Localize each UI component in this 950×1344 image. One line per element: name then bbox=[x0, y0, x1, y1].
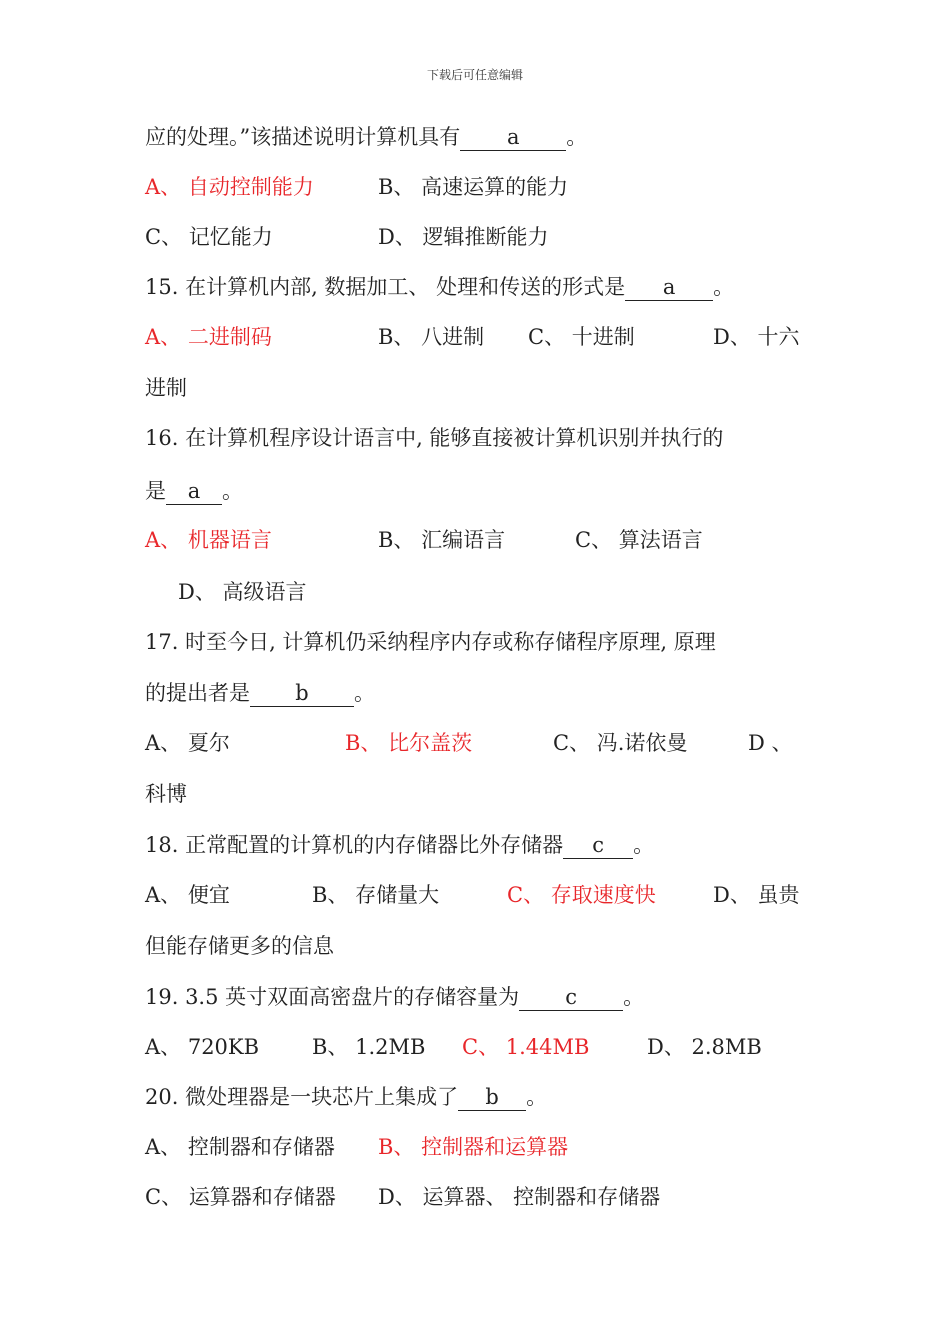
q15-answer-blank: a bbox=[625, 274, 713, 301]
q14-option-d: D、 逻辑推断能力 bbox=[378, 225, 549, 249]
q19-option-a: A、 720KB bbox=[145, 1035, 260, 1059]
q16-option-a: A、 机器语言 bbox=[145, 528, 272, 552]
q20-option-d: D、 运算器、 控制器和存储器 bbox=[378, 1185, 661, 1209]
q15-option-b: B、 八进制 bbox=[378, 325, 485, 349]
q20-stem-end: 。 bbox=[526, 1085, 548, 1109]
q17-option-b: B、 比尔盖茨 bbox=[345, 731, 473, 755]
q15-option-d: D、 十六 bbox=[713, 325, 800, 349]
q14-option-c: C、 记忆能力 bbox=[145, 225, 273, 249]
q16-option-c: C、 算法语言 bbox=[575, 528, 703, 552]
page-header: 下载后可任意编辑 bbox=[426, 68, 523, 82]
q15-option-a: A、 二进制码 bbox=[145, 325, 272, 349]
q17-stem-end: 。 bbox=[354, 681, 375, 705]
q20-answer-blank: b bbox=[458, 1084, 526, 1111]
q15-stem-end: 。 bbox=[713, 275, 735, 299]
q14-stem-end: 。 bbox=[566, 125, 588, 149]
q19-option-b: B、 1.2MB bbox=[312, 1035, 426, 1059]
q18-stem bbox=[145, 828, 654, 862]
q18-option-c: C、 存取速度快 bbox=[507, 883, 656, 907]
q17-stem-line2 bbox=[145, 676, 375, 710]
q19-stem-text: 19. 3.5 英寸双面高密盘片的存储容量为 bbox=[145, 985, 520, 1009]
q19-option-d: D、 2.8MB bbox=[647, 1035, 762, 1059]
q16-stem-text-2: 是 bbox=[145, 479, 166, 503]
q16-stem-end: 。 bbox=[222, 479, 243, 503]
q17-stem-text-2: 的提出者是 bbox=[145, 681, 250, 705]
q17-option-c: C、 冯.诺依曼 bbox=[553, 731, 688, 755]
q18-stem-end: 。 bbox=[633, 833, 655, 857]
q18-option-a: A、 便宜 bbox=[145, 883, 230, 907]
q14-option-b: B、 高速运算的能力 bbox=[378, 175, 569, 199]
q16-stem-text: 16. 在计算机程序设计语言中, 能够直接被计算机识别并执行的 bbox=[145, 426, 724, 450]
q18-stem-text: 18. 正常配置的计算机的内存储器比外存储器 bbox=[145, 833, 564, 857]
q17-answer-blank: b bbox=[250, 680, 354, 707]
q16-option-b: B、 汇编语言 bbox=[378, 528, 506, 552]
q16-answer-blank: a bbox=[166, 478, 222, 505]
q18-answer-blank: c bbox=[563, 832, 633, 859]
q17-option-d: D 、 bbox=[748, 731, 793, 755]
q16-stem-line2 bbox=[145, 474, 243, 508]
q15-options-row2 bbox=[145, 371, 187, 405]
q16-option-d: D、 高级语言 bbox=[178, 580, 307, 604]
q14-stem-text: 应的处理。”该描述说明计算机具有 bbox=[145, 125, 461, 149]
q17-option-d-continued: 科博 bbox=[145, 782, 187, 806]
q19-option-c: C、 1.44MB bbox=[462, 1035, 590, 1059]
q14-stem bbox=[145, 120, 587, 154]
q19-stem bbox=[145, 980, 644, 1014]
q15-option-c: C、 十进制 bbox=[528, 325, 635, 349]
q14-option-a: A、 自动控制能力 bbox=[145, 175, 314, 199]
q15-stem-text: 15. 在计算机内部, 数据加工、 处理和传送的形式是 bbox=[145, 275, 626, 299]
q17-options-row2 bbox=[145, 777, 187, 811]
q17-stem-line1 bbox=[145, 625, 716, 659]
q20-option-b: B、 控制器和运算器 bbox=[378, 1135, 569, 1159]
q18-options-row2 bbox=[145, 929, 334, 963]
q19-stem-end: 。 bbox=[623, 985, 645, 1009]
q15-stem bbox=[145, 270, 734, 304]
q19-answer-blank: c bbox=[519, 984, 623, 1011]
q17-option-a: A、 夏尔 bbox=[145, 731, 230, 755]
q16-stem-line1 bbox=[145, 421, 723, 455]
q20-stem bbox=[145, 1080, 547, 1114]
q20-option-c: C、 运算器和存储器 bbox=[145, 1185, 336, 1209]
q18-option-b: B、 存储量大 bbox=[312, 883, 440, 907]
q20-stem-text: 20. 微处理器是一块芯片上集成了 bbox=[145, 1085, 459, 1109]
q14-answer-blank: a bbox=[460, 124, 566, 151]
q18-option-d-continued: 但能存储更多的信息 bbox=[145, 934, 334, 958]
q15-option-d-continued: 进制 bbox=[145, 376, 187, 400]
q18-option-d: D、 虽贵 bbox=[713, 883, 800, 907]
q17-stem-text: 17. 时至今日, 计算机仍采纳程序内存或称存储程序原理, 原理 bbox=[145, 630, 716, 654]
q20-option-a: A、 控制器和存储器 bbox=[145, 1135, 335, 1159]
